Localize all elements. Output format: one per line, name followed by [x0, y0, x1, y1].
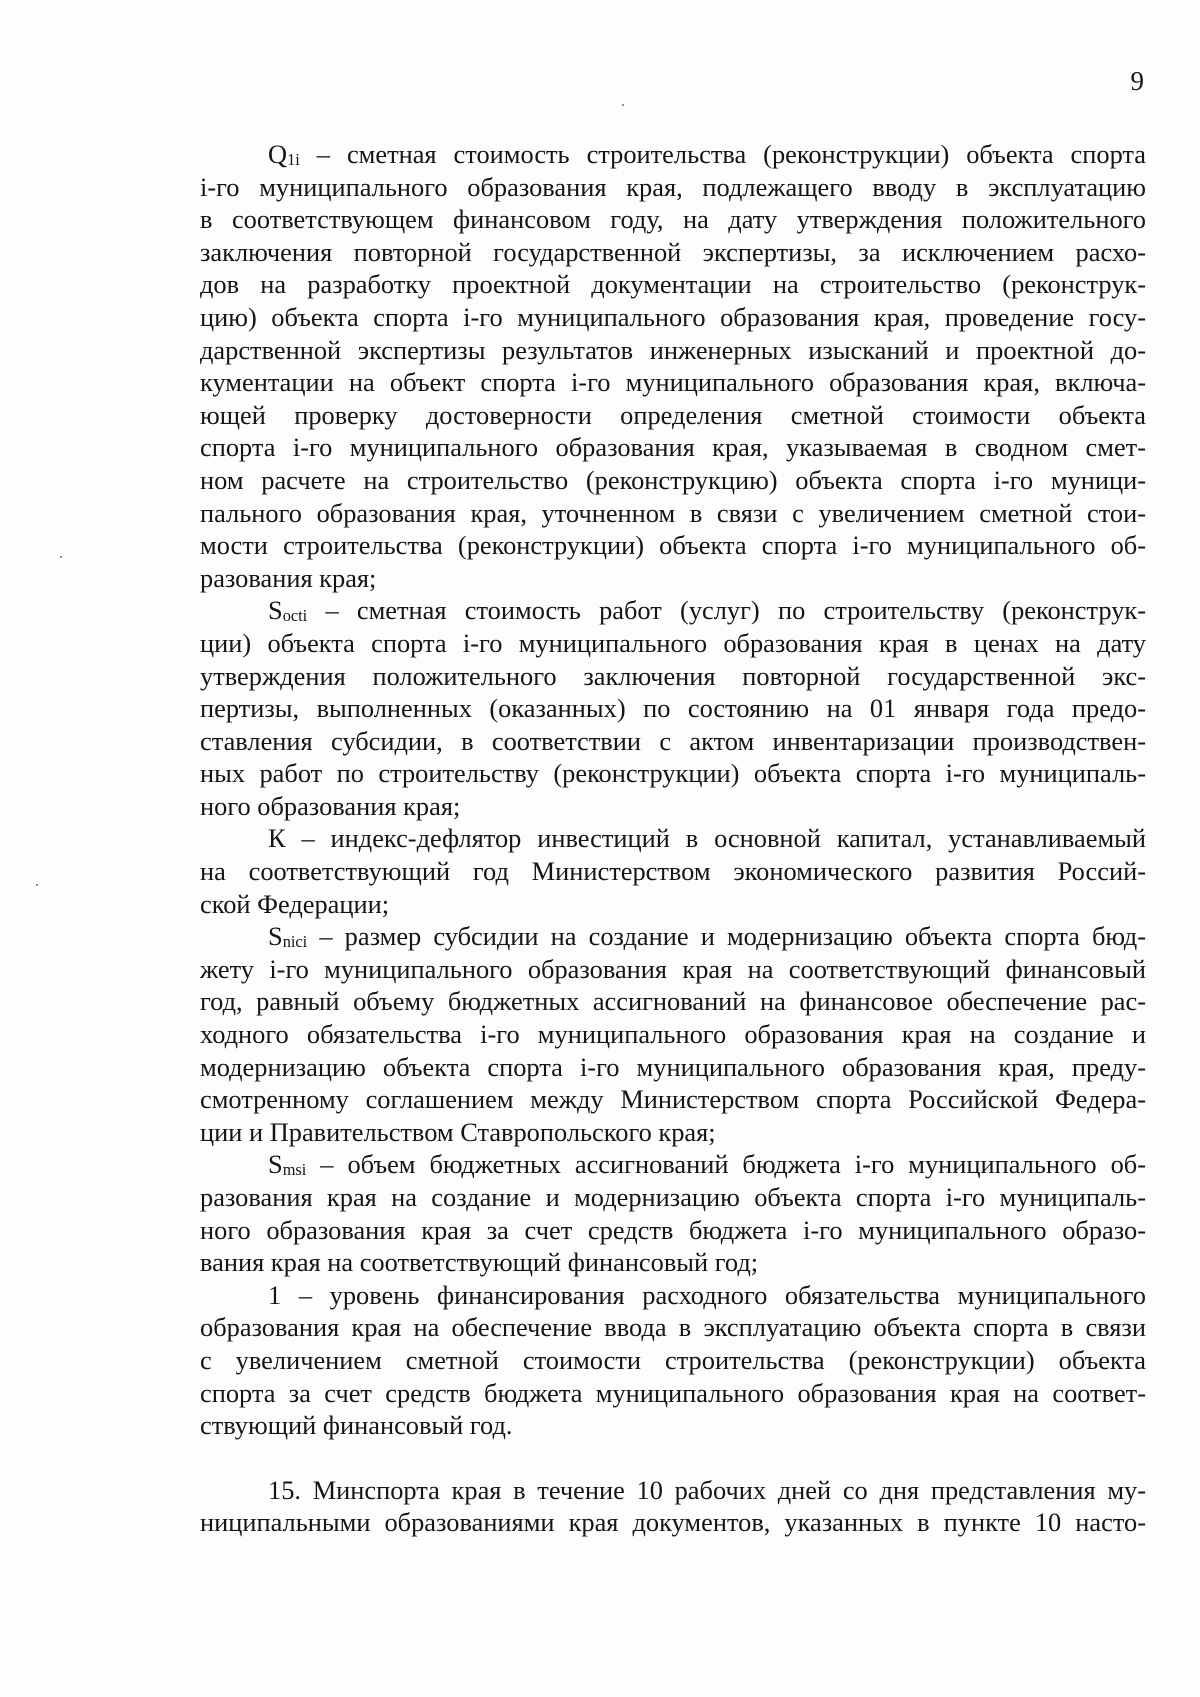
variable-symbol: 1	[268, 1279, 282, 1310]
paragraph-last-line: ской Федерации;	[200, 888, 390, 919]
paragraph-line: модернизацию объекта спорта i-го муниципального образования края, преду-	[200, 1051, 1146, 1082]
paragraph-line: цию) объекта спорта i-го муниципального образования края, проведение госу-	[200, 301, 1146, 332]
definition-text: – сметная стоимость строительства (реконструкции) объекта спорта	[299, 139, 1146, 169]
paragraph-line: пального образования края, уточненном в связи с увеличением сметной стои-	[200, 497, 1146, 528]
paragraph-line: с увеличением сметной стоимости строительства (реконструкции) объекта	[200, 1344, 1146, 1375]
paragraph-line: ставления субсидии, в соответствии с актом инвентаризации производствен-	[200, 725, 1146, 756]
paragraph-line: разования края на создание и модернизацию объекта спорта i-го муниципаль-	[200, 1182, 1146, 1212]
paragraph-line: дарственной экспертизы результатов инженерных изысканий и проектной до-	[200, 334, 1146, 365]
paragraph-line: год, равный объему бюджетных ассигнований на финансовое обеспечение рас-	[200, 986, 1146, 1017]
paragraph-first-line	[200, 920, 1146, 953]
definition-smsi	[200, 1148, 1146, 1278]
page-number: 9	[1130, 66, 1144, 96]
paragraph-line: пертизы, выполненных (оказанных) по состоянию на 01 января года предо-	[200, 693, 1146, 724]
paragraph-line: мости строительства (реконструкции) объекта спорта i-го муниципального об-	[200, 530, 1146, 561]
paragraph-first-line	[200, 822, 1146, 855]
paragraph-last-line: вания края на соответствующий финансовый год;	[200, 1247, 759, 1278]
definition-socti	[200, 594, 1146, 822]
paragraph-line: образования края на обеспечение ввода в эксплуатацию объекта спорта в связи	[200, 1312, 1146, 1343]
scan-speck	[622, 104, 624, 106]
scan-speck	[60, 556, 62, 558]
definition-q1i	[200, 138, 1146, 594]
paragraph-line: кументации на объект спорта i-го муниципального образования края, включа-	[200, 367, 1146, 398]
paragraph-line: жету i-го муниципального образования края на соответствующий финансовый	[200, 953, 1146, 984]
paragraph-line: дов на разработку проектной документации на строительство (реконструк-	[200, 269, 1146, 300]
paragraph-line: в соответствующем финансовом году, на дату утверждения положительного	[200, 204, 1146, 235]
variable-symbol: S	[268, 595, 283, 626]
paragraph-last-line: ции и Правительством Ставропольского края;	[200, 1116, 716, 1147]
paragraph-line: i-го муниципального образования края, подлежащего вводу в эксплуатацию	[200, 171, 1146, 202]
definition-k	[200, 822, 1146, 920]
paragraph-first-line	[200, 594, 1146, 627]
document-body	[200, 138, 1146, 1539]
paragraph-line: смотренному соглашением между Министерством спорта Российской Федера-	[200, 1084, 1146, 1115]
paragraph-line: ном расчете на строительство (реконструкцию) объекта спорта i-го муници-	[200, 464, 1146, 495]
scan-speck	[36, 884, 38, 886]
section-15	[200, 1474, 1146, 1539]
paragraph-line: ных работ по строительству (реконструкции) объекта спорта i-го муниципаль-	[200, 758, 1146, 789]
paragraph-line: ходного обязательства i-го муниципального образования края на создание и	[200, 1019, 1146, 1050]
paragraph-last-line: разования края;	[200, 562, 377, 593]
definition-snici	[200, 920, 1146, 1148]
definition-text: – объем бюджетных ассигнований бюджета i-го муниципального об-	[306, 1149, 1146, 1180]
paragraph-last-line: ствующий финансовый год.	[200, 1410, 513, 1441]
paragraph-line: утверждения положительного заключения повторной государственной экс-	[200, 660, 1146, 691]
definition-text: – уровень финансирования расходного обязательства муниципального	[281, 1279, 1146, 1310]
variable-symbol: Q	[268, 139, 288, 169]
section-gap	[200, 1442, 1146, 1474]
variable-symbol: К	[268, 823, 286, 854]
variable-subscript: nici	[282, 932, 308, 952]
paragraph-last-line: ного образования края;	[200, 790, 461, 821]
definition-text: – размер субсидии на создание и модернизацию объекта спорта бюд-	[307, 921, 1146, 952]
definition-text: – индекс-дефлятор инвестиций в основной капитал, устанавливаемый	[285, 823, 1146, 854]
paragraph-first-line	[200, 138, 1146, 171]
variable-symbol: S	[268, 921, 283, 952]
variable-subscript: 1i	[287, 149, 300, 169]
variable-symbol: S	[268, 1149, 283, 1180]
paragraph-line: ции) объекта спорта i-го муниципального образования края в ценах на дату	[200, 627, 1146, 658]
paragraph-line: ющей проверку достоверности определения сметной стоимости объекта	[200, 399, 1146, 430]
paragraph-line: спорта i-го муниципального образования края, указываемая в сводном смет-	[200, 432, 1146, 463]
variable-subscript: msi	[282, 1160, 307, 1180]
paragraph-line: спорта за счет средств бюджета муниципального образования края на соответ-	[200, 1377, 1146, 1408]
section-15-line: ниципальными образованиями края документов, указанных в пункте 10 насто-	[200, 1507, 1146, 1538]
paragraph-first-line	[200, 1148, 1146, 1181]
definition-funding-level	[200, 1279, 1146, 1442]
section-15-first-line: 15. Минспорта края в течение 10 рабочих дней со дня представления му-	[268, 1474, 1146, 1505]
paragraph-line: на соответствующий год Министерством экономического развития Россий-	[200, 856, 1146, 887]
paragraph-line: ного образования края за счет средств бюджета i-го муниципального образо-	[200, 1214, 1146, 1245]
paragraph-first-line	[200, 1279, 1146, 1312]
variable-subscript: octi	[282, 606, 308, 626]
definition-text: – сметная стоимость работ (услуг) по строительству (реконструк-	[307, 595, 1146, 626]
paragraph-line: заключения повторной государственной экспертизы, за исключением расхо-	[200, 236, 1146, 267]
